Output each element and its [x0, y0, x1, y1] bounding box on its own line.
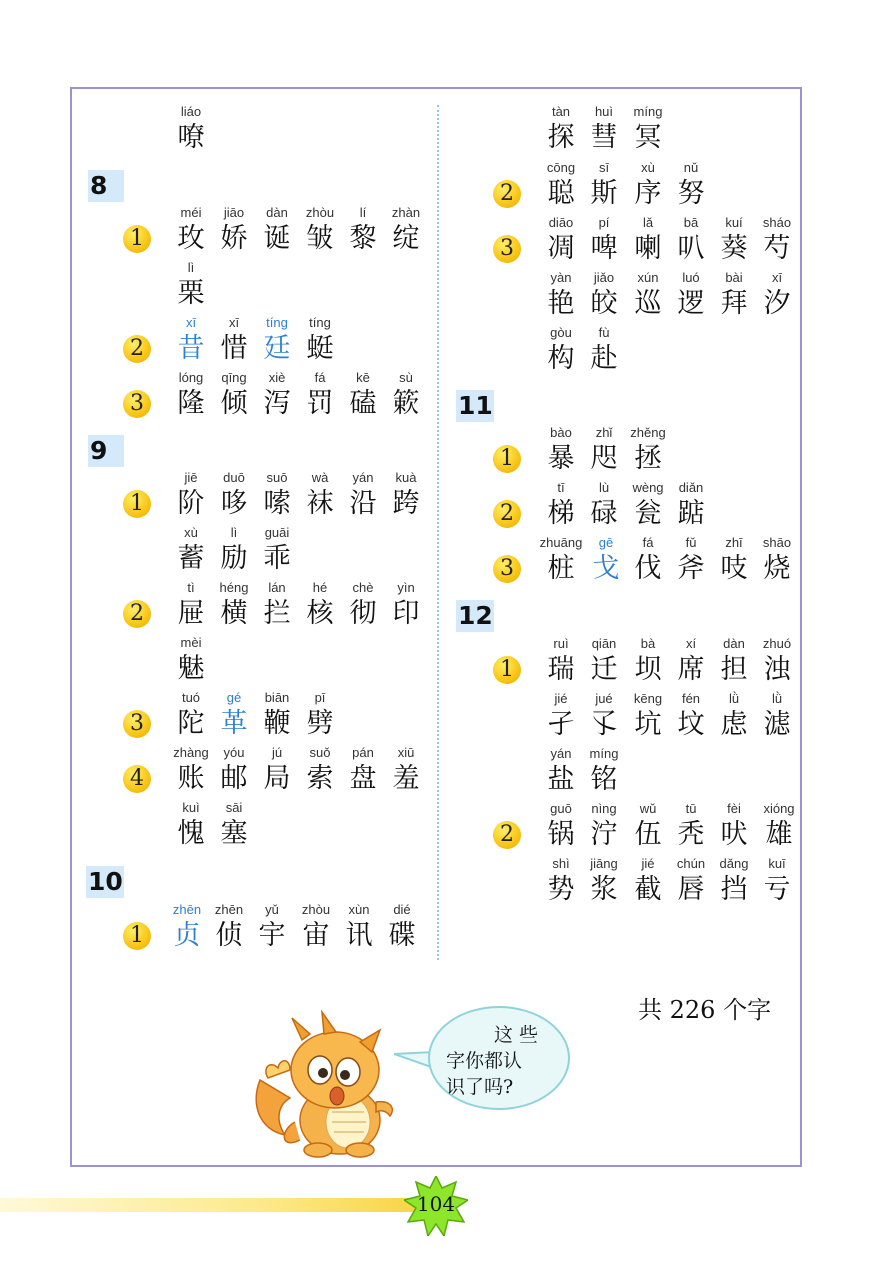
char-cell: chún 唇 [676, 856, 706, 905]
char-cell: shāo 烧 [762, 535, 792, 584]
char-cell: suǒ 索 [306, 745, 334, 794]
char-cell: fá 伐 [634, 535, 662, 584]
char-cell: zhuó 浊 [762, 636, 792, 685]
char-cell: ruì 瑞 [547, 636, 575, 685]
char-cell: zhàn 绽 [391, 205, 421, 254]
char-cell: xù 蓄 [177, 525, 205, 574]
char-cell: shì 势 [547, 856, 575, 905]
speech-bubble-line: 字你都认 [446, 1050, 523, 1072]
char-cell: jiāng 浆 [590, 856, 618, 905]
char-cell: fá 罚 [306, 370, 334, 419]
char-cell: sù 簌 [392, 370, 420, 419]
char-cell: liáo 嘹 [177, 104, 205, 153]
char-cell: lán 拦 [263, 580, 291, 629]
char-cell: dǎng 挡 [719, 856, 749, 905]
char-cell: kuì 愧 [177, 800, 205, 849]
footer-bar [0, 1198, 440, 1212]
char-cell: xī 惜 [220, 315, 248, 364]
char-cell: yàn 艳 [547, 270, 575, 319]
char-cell: lóng 隆 [177, 370, 205, 419]
char-cell: xiè 泻 [263, 370, 291, 419]
char-cell: jié 孑 [547, 691, 575, 740]
char-cell: bà 坝 [634, 636, 662, 685]
speech-bubble-line: 这 些 [494, 1024, 539, 1046]
lesson-number: 8 [88, 170, 124, 202]
char-cell: méi 玫 [177, 205, 205, 254]
char-cell: chè 彻 [349, 580, 377, 629]
char-cell: yǔ 宇 [258, 902, 286, 951]
char-cell: fén 坟 [677, 691, 705, 740]
char-cell: hé 核 [306, 580, 334, 629]
char-cell: biān 鞭 [263, 690, 291, 739]
group-number: 1 [123, 922, 151, 950]
char-cell: luó 逻 [677, 270, 705, 319]
char-cell: kuà 跨 [392, 470, 420, 519]
char-cell: lǎ 喇 [634, 215, 662, 264]
dragon-mascot-illustration [240, 1010, 410, 1160]
lesson-number: 9 [88, 435, 124, 467]
char-cell: jiē 阶 [177, 470, 205, 519]
char-cell: zhī 吱 [720, 535, 748, 584]
group-number: 2 [493, 821, 521, 849]
char-cell: qīng 倾 [220, 370, 248, 419]
char-cell: zhòu 皱 [305, 205, 335, 254]
char-cell-highlighted: xī 昔 [177, 315, 205, 364]
char-cell: qiān 迁 [590, 636, 618, 685]
char-cell: yán 盐 [547, 746, 575, 795]
char-cell: lì 励 [220, 525, 248, 574]
char-cell: jué 孓 [590, 691, 618, 740]
char-cell: zhòu 宙 [301, 902, 331, 951]
char-cell: zhěng 拯 [630, 425, 666, 474]
char-cell: pán 盘 [349, 745, 377, 794]
char-cell: dàn 担 [720, 636, 748, 685]
group-number: 3 [123, 710, 151, 738]
group-number: 2 [123, 600, 151, 628]
char-cell: xún 巡 [634, 270, 662, 319]
char-cell: xùn 讯 [345, 902, 373, 951]
char-cell: tíng 蜓 [306, 315, 334, 364]
char-cell: cōng 聪 [546, 160, 576, 209]
char-cell: xí 席 [677, 636, 705, 685]
char-cell: huì 彗 [590, 104, 618, 153]
char-cell: wèng 瓮 [632, 480, 664, 529]
lesson-number: 11 [458, 391, 493, 420]
char-cell: diǎn 踮 [677, 480, 705, 529]
char-cell: yìn 印 [392, 580, 420, 629]
char-cell: fù 赴 [590, 325, 618, 374]
char-cell: jié 截 [634, 856, 662, 905]
char-cell: tī 梯 [547, 480, 575, 529]
char-cell: nìng 泞 [590, 801, 618, 850]
char-cell: suō 嗦 [263, 470, 291, 519]
char-cell: jú 局 [263, 745, 291, 794]
char-cell: sāi 塞 [220, 800, 248, 849]
char-cell: tì 屉 [177, 580, 205, 629]
char-cell: diāo 凋 [547, 215, 575, 264]
char-cell: wǔ 伍 [634, 801, 662, 850]
speech-bubble-line: 识了吗? [446, 1076, 514, 1098]
column-divider [437, 105, 439, 960]
char-cell: lù 碌 [590, 480, 618, 529]
char-cell: zhǐ 咫 [590, 425, 618, 474]
char-cell: dié 碟 [388, 902, 416, 951]
group-number: 1 [123, 225, 151, 253]
char-cell: kuí 葵 [720, 215, 748, 264]
char-cell: lì 栗 [177, 260, 205, 309]
group-number: 2 [493, 180, 521, 208]
group-number: 1 [493, 656, 521, 684]
char-cell: xióng 雄 [763, 801, 795, 850]
char-cell: bā 叭 [677, 215, 705, 264]
char-cell-highlighted: gé 革 [220, 690, 248, 739]
char-cell: tàn 探 [547, 104, 575, 153]
char-cell: guāi 乖 [263, 525, 291, 574]
char-cell: zhuāng 桩 [539, 535, 583, 584]
char-cell: wà 袜 [306, 470, 334, 519]
char-cell-highlighted: zhēn 贞 [172, 902, 202, 951]
char-cell: kuī 亏 [763, 856, 791, 905]
char-cell: xù 序 [634, 160, 662, 209]
char-cell: lí 黎 [349, 205, 377, 254]
char-cell: tū 秃 [677, 801, 705, 850]
char-cell: lǜ 滤 [763, 691, 791, 740]
char-cell: zhēn 侦 [214, 902, 244, 951]
char-cell: lǜ 虑 [720, 691, 748, 740]
char-cell: tuó 陀 [177, 690, 205, 739]
char-cell: sī 斯 [590, 160, 618, 209]
char-cell: duō 哆 [220, 470, 248, 519]
char-cell: nǔ 努 [677, 160, 705, 209]
char-cell: yóu 邮 [220, 745, 248, 794]
char-cell: jiǎo 皎 [590, 270, 618, 319]
char-cell: pí 啤 [590, 215, 618, 264]
char-cell: xī 汐 [763, 270, 791, 319]
char-cell-highlighted: tíng 廷 [263, 315, 291, 364]
group-number: 1 [493, 445, 521, 473]
group-number: 3 [123, 390, 151, 418]
char-cell: míng 冥 [633, 104, 663, 153]
char-cell: guō 锅 [547, 801, 575, 850]
lesson-number: 10 [88, 867, 123, 896]
character-total: 共 226 个字 [638, 996, 772, 1024]
char-cell: kē 磕 [349, 370, 377, 419]
group-number: 2 [493, 500, 521, 528]
char-cell: mèi 魅 [177, 635, 205, 684]
char-cell: jiāo 娇 [220, 205, 248, 254]
char-cell: yán 沿 [349, 470, 377, 519]
char-cell: míng 铭 [589, 746, 619, 795]
char-cell: bài 拜 [720, 270, 748, 319]
page-number: 104 [416, 1192, 456, 1216]
char-cell: pī 劈 [306, 690, 334, 739]
group-number: 3 [493, 555, 521, 583]
char-cell: sháo 芍 [762, 215, 792, 264]
group-number: 3 [493, 235, 521, 263]
lesson-number: 12 [458, 601, 493, 630]
char-cell: gòu 构 [547, 325, 575, 374]
group-number: 1 [123, 490, 151, 518]
char-cell-highlighted: gē 戈 [592, 535, 620, 584]
char-cell: zhàng 账 [173, 745, 209, 794]
group-number: 4 [123, 765, 151, 793]
char-cell: bào 暴 [547, 425, 575, 474]
char-cell: fǔ 斧 [677, 535, 705, 584]
char-cell: fèi 吠 [720, 801, 748, 850]
char-cell: xiū 羞 [392, 745, 420, 794]
char-cell: héng 横 [219, 580, 249, 629]
group-number: 2 [123, 335, 151, 363]
char-cell: kēng 坑 [633, 691, 663, 740]
char-cell: dàn 诞 [263, 205, 291, 254]
